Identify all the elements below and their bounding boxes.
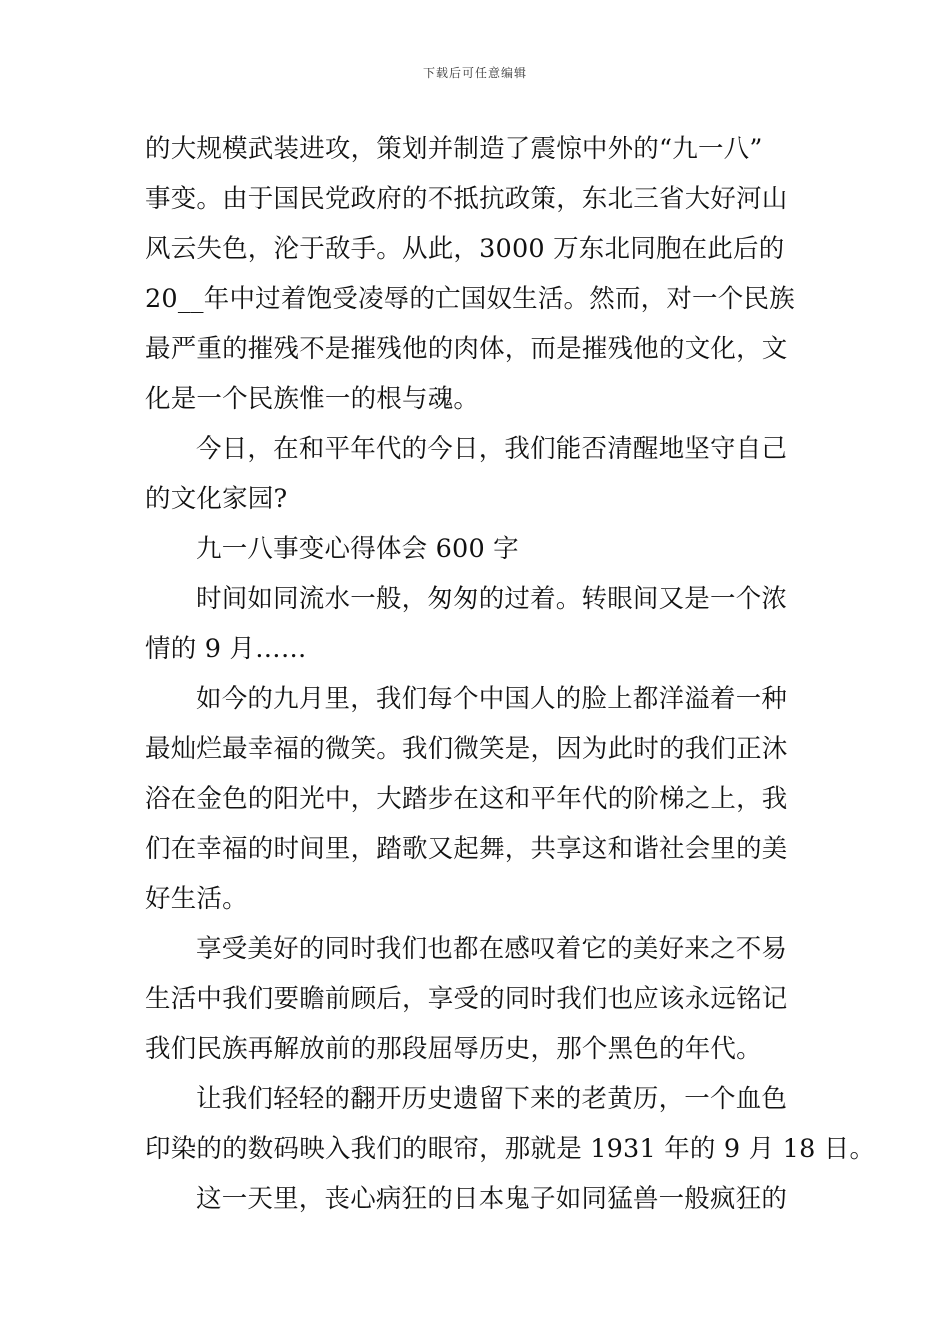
text-line-7: 今日，在和平年代的今日，我们能否清醒地坚守自己 — [196, 434, 788, 464]
text-line-3: 风云失色，沦于敌手。从此，3000 万东北同胞在此后的 — [145, 234, 785, 264]
text-line-6: 化是一个民族惟一的根与魂。 — [145, 384, 480, 414]
text-line-19: 我们民族再解放前的那段屈辱历史，那个黑色的年代。 — [145, 1034, 762, 1064]
text-line-2: 事变。由于国民党政府的不抵抗政策，东北三省大好河山 — [145, 184, 788, 214]
text-line-17: 享受美好的同时我们也都在感叹着它的美好来之不易 — [196, 934, 788, 964]
text-line-5: 最严重的摧残不是摧残他的肉体，而是摧残他的文化，文 — [145, 334, 788, 364]
document-body — [145, 124, 876, 1224]
text-line-21: 印染的的数码映入我们的眼帘，那就是 1931 年的 9 月 18 日。 — [145, 1134, 876, 1164]
text-line-15: 们在幸福的时间里，踏歌又起舞，共享这和谐社会里的美 — [145, 834, 788, 864]
section-heading: 九一八事变心得体会 600 字 — [196, 534, 519, 564]
text-line-8: 的文化家园? — [145, 484, 288, 514]
page-header: 下载后可任意编辑 — [422, 66, 527, 80]
text-line-18: 生活中我们要瞻前顾后，享受的同时我们也应该永远铭记 — [145, 984, 788, 1014]
text-line-14: 浴在金色的阳光中，大踏步在这和平年代的阶梯之上，我 — [145, 784, 788, 814]
text-line-13: 最灿烂最幸福的微笑。我们微笑是，因为此时的我们正沐 — [145, 734, 788, 764]
text-line-12: 如今的九月里，我们每个中国人的脸上都洋溢着一种 — [196, 684, 788, 714]
text-line-11: 情的 9 月…… — [145, 634, 307, 664]
text-line-1: 的大规模武装进攻，策划并制造了震惊中外的“九一八” — [145, 134, 763, 164]
text-line-22: 这一天里，丧心病狂的日本鬼子如同猛兽一般疯狂的 — [196, 1184, 788, 1214]
text-line-10: 时间如同流水一般，匆匆的过着。转眼间又是一个浓 — [196, 584, 788, 614]
text-line-16: 好生活。 — [145, 884, 248, 914]
text-line-20: 让我们轻轻的翻开历史遗留下来的老黄历，一个血色 — [196, 1084, 788, 1114]
text-line-4: 20__年中过着饱受凌辱的亡国奴生活。然而，对一个民族 — [145, 284, 795, 314]
